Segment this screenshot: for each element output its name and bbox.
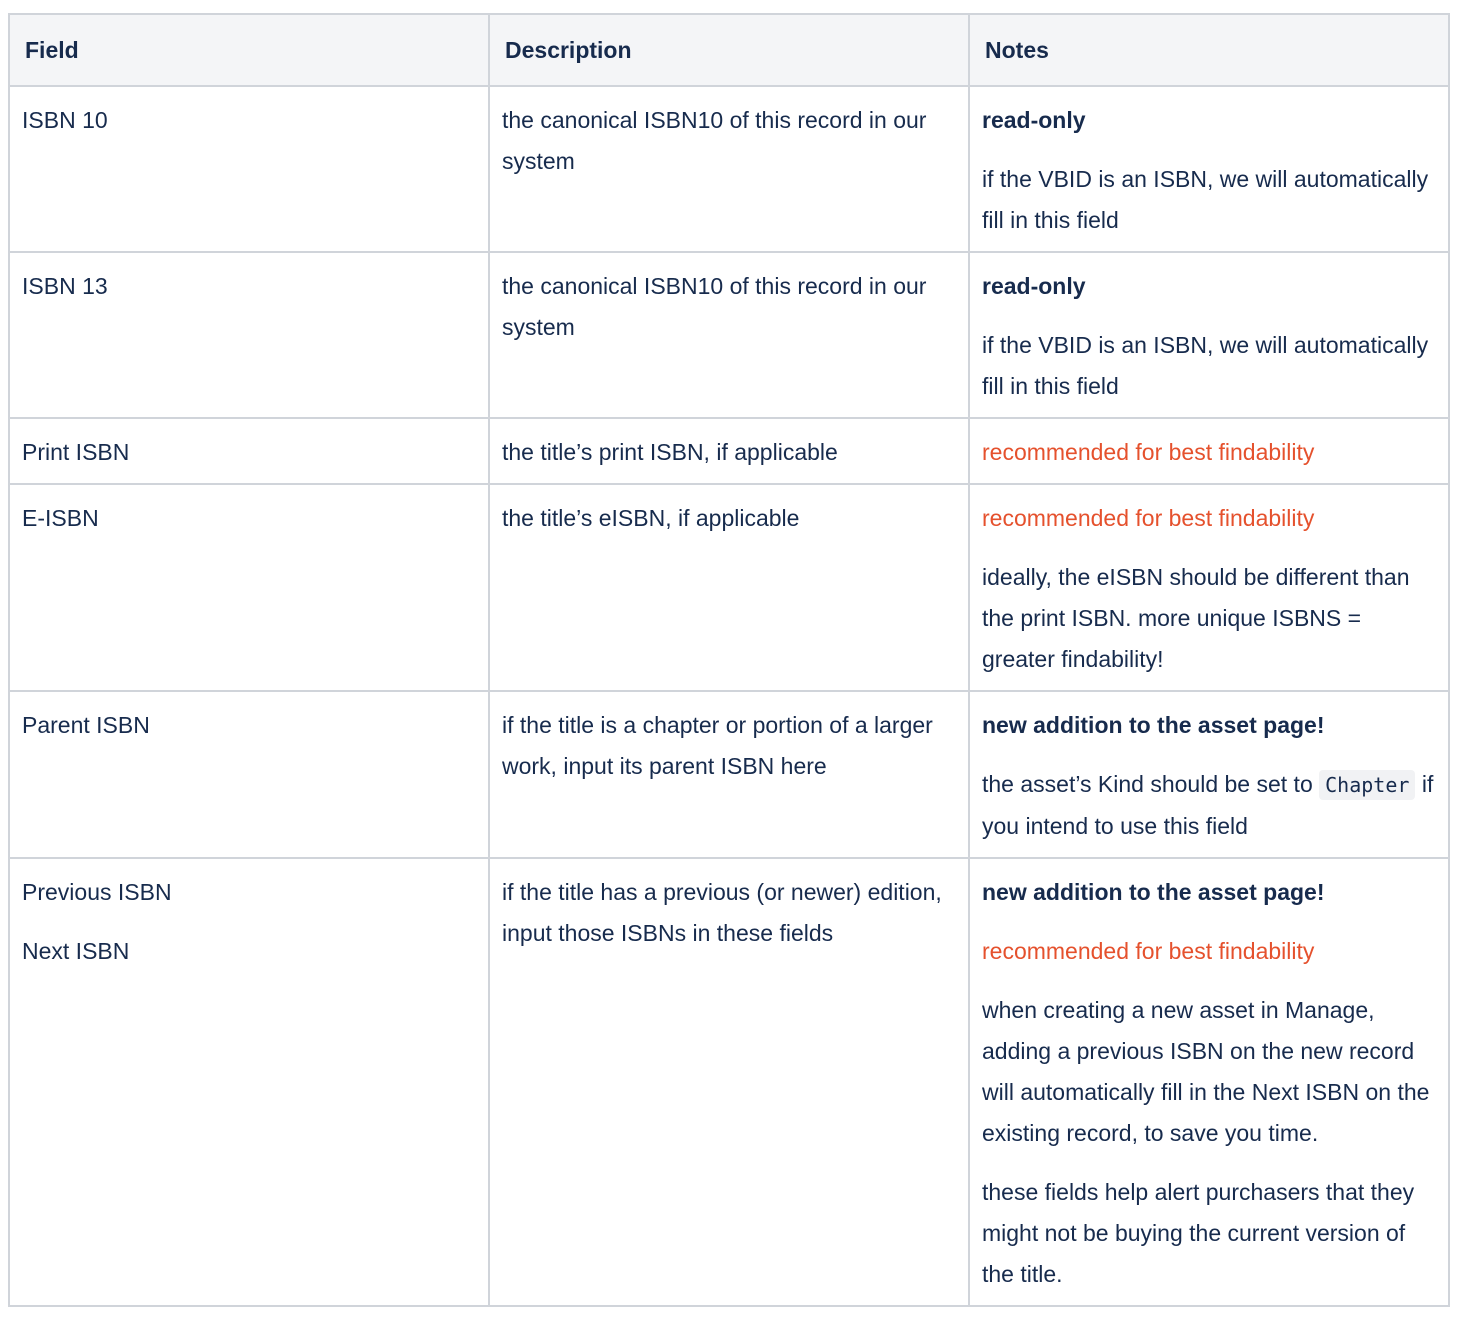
note-text-before: the asset’s Kind should be set to [982,771,1313,797]
note-text: ideally, the eISBN should be different than the print ISBN. more unique ISBNS = greater findability! [982,564,1410,672]
field-cell [9,691,489,858]
isbn-fields-table-container [8,13,1448,1307]
field-name: E-ISBN [22,505,99,531]
field-cell [9,484,489,691]
table-row [9,858,1449,1306]
field-cell [9,86,489,252]
description-text: the canonical ISBN10 of this record in our system [502,273,927,340]
description-cell [489,858,969,1306]
field-name: ISBN 10 [22,107,108,133]
table-row [9,691,1449,858]
description-cell [489,691,969,858]
notes-cell [969,86,1449,252]
description-text: the title’s print ISBN, if applicable [502,439,838,465]
field-name: Parent ISBN [22,712,150,738]
field-cell [9,252,489,418]
description-cell [489,484,969,691]
note-recommendation: recommended for best findability [982,505,1315,531]
field-cell [9,858,489,1306]
description-cell [489,86,969,252]
notes-cell [969,418,1449,484]
header-notes: Notes [969,14,1449,86]
description-text: if the title has a previous (or newer) edition, input those ISBNs in these fields [502,879,942,946]
description-text: if the title is a chapter or portion of a larger work, input its parent ISBN here [502,712,933,779]
table-body [9,86,1449,1306]
note-emphasis: new addition to the asset page! [982,879,1325,905]
field-cell [9,418,489,484]
note-recommendation: recommended for best findability [982,938,1315,964]
table-header-row [9,14,1449,86]
note-recommendation: recommended for best findability [982,439,1315,465]
note-emphasis: read-only [982,273,1086,299]
note-text: when creating a new asset in Manage, adding a previous ISBN on the new record will automatically fill in the Next ISBN on the existing record, to save you time. [982,997,1430,1146]
description-text: the canonical ISBN10 of this record in our system [502,107,927,174]
description-text: the title’s eISBN, if applicable [502,505,800,531]
description-cell [489,418,969,484]
note-emphasis: new addition to the asset page! [982,712,1325,738]
field-name: Next ISBN [22,938,130,964]
notes-cell [969,252,1449,418]
note-text-after: if you intend to use this field [982,771,1434,839]
note-emphasis: read-only [982,107,1086,133]
notes-cell [969,484,1449,691]
table-row [9,252,1449,418]
table-row [9,484,1449,691]
description-cell [489,252,969,418]
table-row [9,86,1449,252]
inline-code: Chapter [1319,770,1415,800]
field-name: Print ISBN [22,439,130,465]
header-description: Description [489,14,969,86]
note-text [982,764,1436,847]
table-row [9,418,1449,484]
note-text: if the VBID is an ISBN, we will automatically fill in this field [982,332,1429,399]
note-text: if the VBID is an ISBN, we will automatically fill in this field [982,166,1429,233]
field-name: ISBN 13 [22,273,108,299]
header-field: Field [9,14,489,86]
note-text: these fields help alert purchasers that they might not be buying the current version of the title. [982,1179,1415,1287]
notes-cell [969,858,1449,1306]
field-name: Previous ISBN [22,879,172,905]
notes-cell [969,691,1449,858]
isbn-fields-table [8,13,1450,1307]
